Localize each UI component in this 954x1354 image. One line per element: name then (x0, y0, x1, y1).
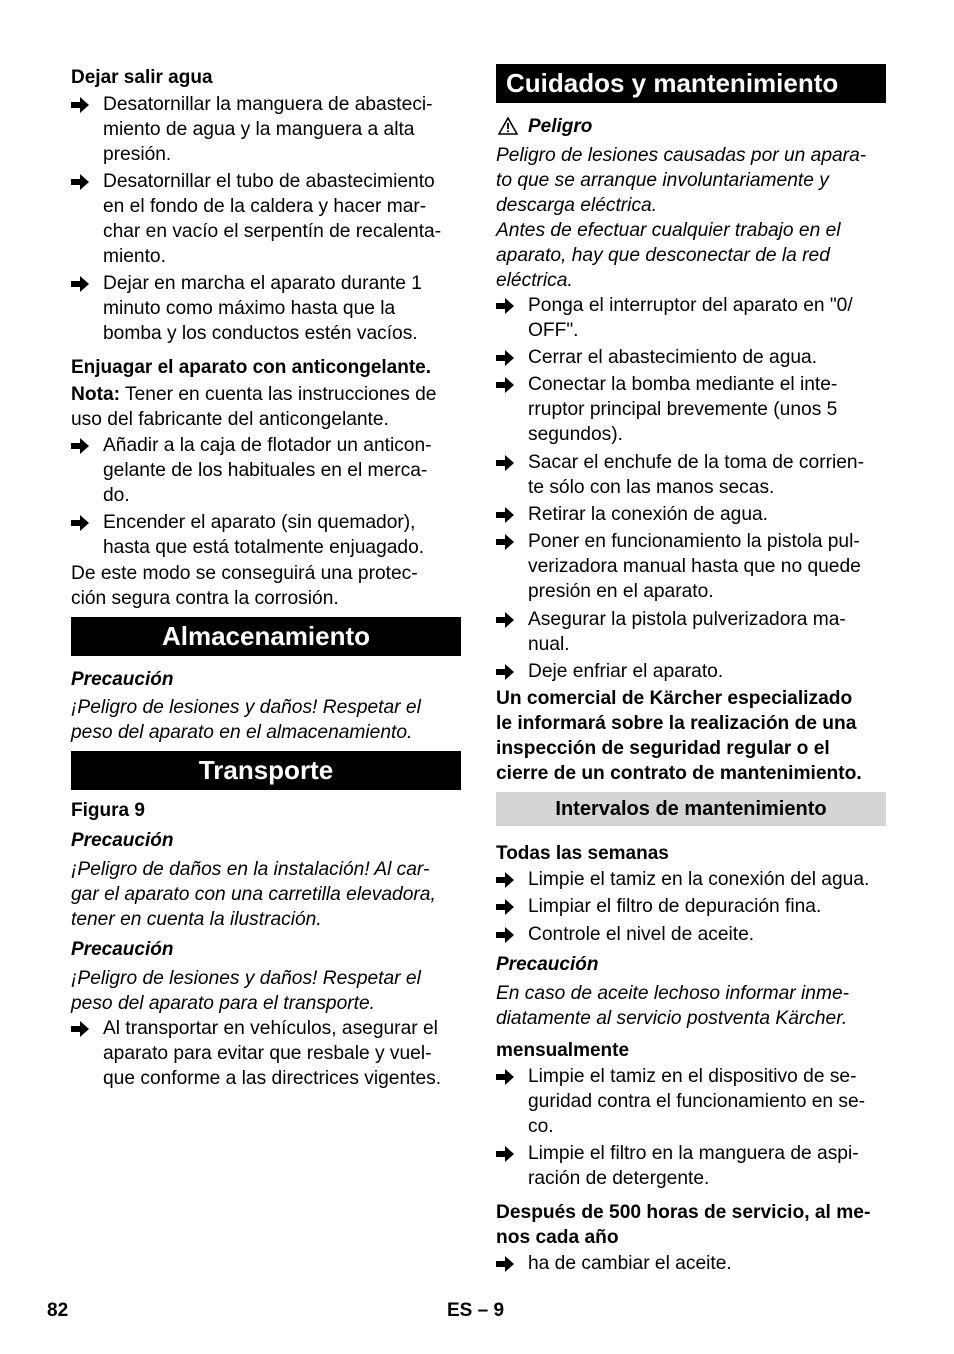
precaucion-text: ¡Peligro de daños en la instalación! Al car- gar el aparato con una carretilla elevadora, tener en cuenta la ilustración. (71, 859, 436, 930)
bullet-item: ha de cambiar el aceite. (496, 1251, 886, 1276)
precaucion-text: ¡Peligro de lesiones y daños! Respetar el peso del aparato en el almacenamiento. (71, 697, 421, 743)
arrow-right-icon (496, 1069, 514, 1085)
heading-despues-500-horas: Después de 500 horas de servicio, al me- nos cada año (496, 1202, 871, 1248)
nota-label: Nota: (71, 384, 121, 405)
section-title-transporte: Transporte (71, 751, 461, 790)
precaucion-label: Precaución (496, 954, 599, 975)
heading-mensualmente: mensualmente (496, 1040, 630, 1061)
bullet-item: Controle el nivel de aceite. (496, 922, 886, 947)
precaucion-label: Precaución (71, 939, 174, 960)
bullet-item: Limpie el tamiz en la conexión del agua. (496, 867, 886, 892)
arrow-right-icon (496, 298, 514, 314)
arrow-right-icon (496, 1256, 514, 1272)
arrow-right-icon (71, 1021, 89, 1037)
subsection-title-intervalos: Intervalos de mantenimiento (496, 792, 886, 826)
bullet-item: Cerrar el abastecimiento de agua. (496, 345, 886, 370)
heading-dejar-salir-agua: Dejar salir agua (71, 67, 213, 88)
bullet-item: Limpie el tamiz en el dispositivo de se- guridad contra el funcionamiento en se- co. (496, 1064, 886, 1139)
bullet-item: Retirar la conexión de agua. (496, 502, 886, 527)
bullet-item: Desatornillar el tubo de abastecimiento en el fondo de la caldera y hacer mar- char en vacío el serpentín de recalenta- miento. (71, 169, 461, 269)
arrow-right-icon (71, 97, 89, 113)
bullet-item: Desatornillar la manguera de abasteci- miento de agua y la manguera a alta presión. (71, 92, 461, 167)
paragraph: De este modo se conseguirá una protec- ción segura contra la corrosión. (71, 563, 418, 609)
bullet-item: Conectar la bomba mediante el inte- rruptor principal brevemente (unos 5 segundos). (496, 372, 886, 447)
arrow-right-icon (71, 515, 89, 531)
section-title-almacenamiento: Almacenamiento (71, 617, 461, 656)
kaercher-note: Un comercial de Kärcher especializado le informará sobre la realización de una inspección de seguridad regular o el cierre de un contrato de mantenimiento. (496, 688, 862, 784)
bullet-item: Encender el aparato (sin quemador), hasta que está totalmente enjuagado. (71, 510, 461, 560)
section-title-cuidados: Cuidados y mantenimiento (496, 64, 886, 103)
page-number: 82 (47, 1300, 69, 1321)
heading-todas-las-semanas: Todas las semanas (496, 843, 669, 864)
precaucion-label: Precaución (71, 830, 174, 851)
arrow-right-icon (496, 927, 514, 943)
bullet-item: Limpie el filtro en la manguera de aspi- ración de detergente. (496, 1141, 886, 1191)
bullet-item: Deje enfriar el aparato. (496, 659, 886, 684)
bullet-item: Limpiar el filtro de depuración fina. (496, 894, 886, 919)
figure-reference: Figura 9 (71, 800, 145, 821)
bullet-item: Al transportar en vehículos, asegurar el aparato para evitar que resbale y vuel- que conforme a las directrices vigentes. (71, 1016, 461, 1091)
precaucion-text: ¡Peligro de lesiones y daños! Respetar el peso del aparato para el transporte. (71, 968, 421, 1014)
arrow-right-icon (496, 1146, 514, 1162)
arrow-right-icon (71, 438, 89, 454)
nota-paragraph: Nota: Tener en cuenta las instrucciones de uso del fabricante del anticongelante. (71, 384, 437, 430)
bullet-item: Ponga el interruptor del aparato en "0/ OFF". (496, 293, 886, 343)
arrow-right-icon (496, 872, 514, 888)
bullet-item: Añadir a la caja de flotador un anticon- gelante de los habituales en el merca- do. (71, 433, 461, 508)
arrow-right-icon (496, 612, 514, 628)
arrow-right-icon (496, 534, 514, 550)
arrow-right-icon (71, 174, 89, 190)
peligro-text: Peligro de lesiones causadas por un apara- to que se arranque involuntariamente y descarga eléctrica. Antes de efectuar cualquier trabajo en el aparato, hay que desconectar de la red eléctrica. (496, 145, 867, 291)
peligro-heading (496, 114, 886, 139)
arrow-right-icon (496, 664, 514, 680)
arrow-right-icon (496, 377, 514, 393)
bullet-item: Asegurar la pistola pulverizadora ma- nual. (496, 607, 886, 657)
bullet-item: Dejar en marcha el aparato durante 1 minuto como máximo hasta que la bomba y los conductos estén vacíos. (71, 271, 461, 346)
precaucion-text: En caso de aceite lechoso informar inme- diatamente al servicio postventa Kärcher. (496, 983, 850, 1029)
arrow-right-icon (496, 899, 514, 915)
arrow-right-icon (71, 276, 89, 292)
arrow-right-icon (496, 455, 514, 471)
heading-enjuagar: Enjuagar el aparato con anticongelante. (71, 357, 432, 378)
section-page-label: ES – 9 (447, 1300, 505, 1321)
arrow-right-icon (496, 507, 514, 523)
bullet-item: Sacar el enchufe de la toma de corrien- te sólo con las manos secas. (496, 450, 886, 500)
warning-triangle-icon (498, 117, 518, 135)
peligro-label: Peligro (528, 116, 593, 137)
bullet-item: Poner en funcionamiento la pistola pul- verizadora manual hasta que no quede presión en el aparato. (496, 529, 886, 604)
arrow-right-icon (496, 350, 514, 366)
precaucion-label: Precaución (71, 669, 174, 690)
